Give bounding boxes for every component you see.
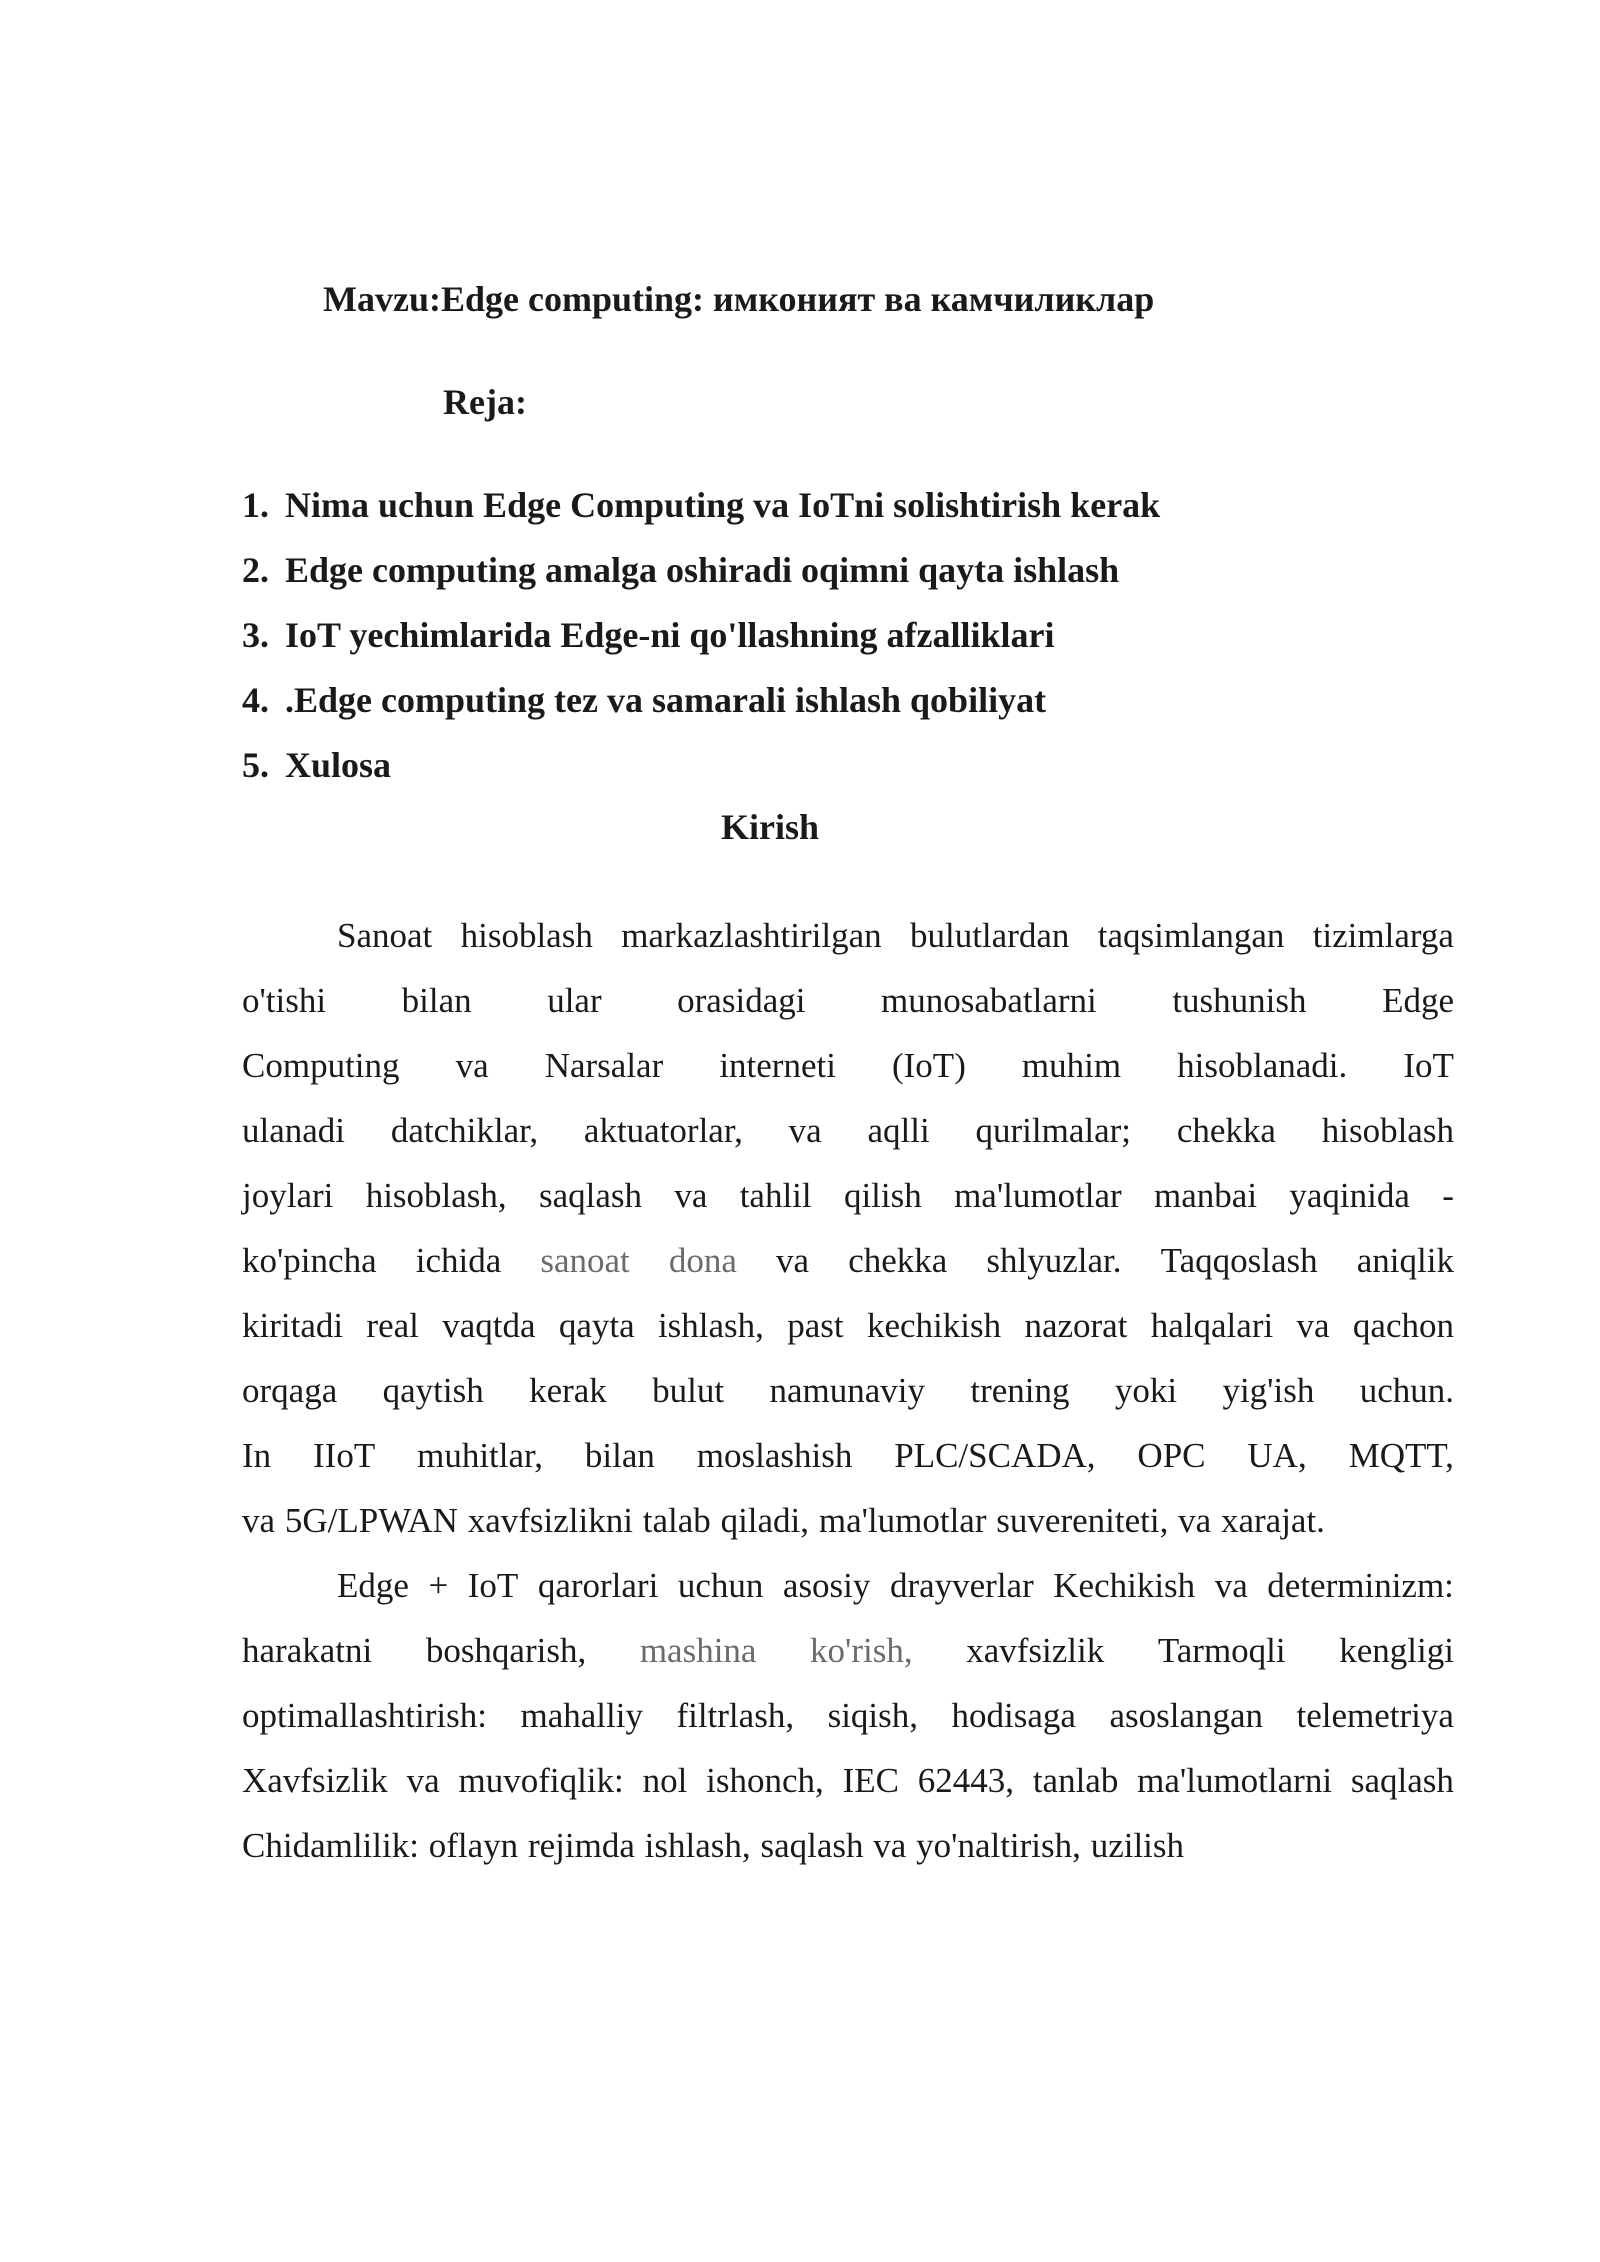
word: (IoT) <box>892 1046 966 1085</box>
word: saqlash <box>538 1176 643 1215</box>
section-heading: Kirish <box>720 807 819 847</box>
paragraph-line <box>242 1098 1454 1163</box>
word: Narsalar <box>544 1046 664 1085</box>
word: past <box>787 1306 844 1345</box>
word: va <box>674 1176 708 1215</box>
body-text <box>242 903 1454 1878</box>
word: Chidamlilik: <box>242 1826 419 1865</box>
word: nol <box>642 1761 688 1800</box>
word: orasidagi <box>677 981 806 1020</box>
paragraph-line <box>242 1618 1454 1683</box>
plan-item <box>242 546 1160 611</box>
word: hisoblanadi. <box>1177 1046 1348 1085</box>
word: optimallashtirish: <box>242 1696 487 1735</box>
word: Kechikish <box>1053 1566 1196 1605</box>
word: ko'rish, <box>810 1631 913 1670</box>
word: va <box>242 1501 276 1540</box>
word: bulutlardan <box>909 916 1070 955</box>
paragraph-line <box>242 1748 1454 1813</box>
word: uchun. <box>1359 1371 1454 1410</box>
paragraph-drivers <box>242 1553 1454 1878</box>
word: 5G/LPWAN <box>284 1501 458 1540</box>
paragraph-line <box>242 1423 1454 1488</box>
plan-item <box>242 741 1160 806</box>
word: talab <box>642 1501 711 1540</box>
word: aqlli <box>867 1111 930 1150</box>
word: qarorlari <box>537 1566 659 1605</box>
word: harakatni <box>242 1631 373 1670</box>
word: IoT <box>467 1566 519 1605</box>
word: halqalari <box>1150 1306 1274 1345</box>
word: qurilmalar; <box>975 1111 1132 1150</box>
word: asosiy <box>782 1566 871 1605</box>
plan-item-text: IoT yechimlarida Edge-ni qo'llashning afzalliklari <box>285 615 1055 655</box>
word: yig'ish <box>1222 1371 1315 1410</box>
word: ma'lumotlar <box>954 1176 1122 1215</box>
paragraph-line <box>242 903 1454 968</box>
word: ishlash, <box>644 1826 751 1865</box>
word: yo'naltirish, <box>916 1826 1081 1865</box>
word: o'tishi <box>242 981 327 1020</box>
word: vaqtda <box>442 1306 536 1345</box>
word: va <box>873 1826 907 1865</box>
word: yoki <box>1114 1371 1178 1410</box>
word: qachon <box>1352 1306 1454 1345</box>
word: Edge <box>1382 981 1454 1020</box>
word: manbai <box>1154 1176 1258 1215</box>
word: ko'pincha <box>242 1241 377 1280</box>
plan-heading: Reja: <box>443 382 527 422</box>
word: drayverlar <box>889 1566 1034 1605</box>
word: mahalliy <box>520 1696 643 1735</box>
word: IEC <box>842 1761 899 1800</box>
word: mashina <box>639 1631 757 1670</box>
word: xavfsizlikni <box>467 1501 633 1540</box>
paragraph-line <box>242 1683 1454 1748</box>
word: va <box>1214 1566 1248 1605</box>
word: muhim <box>1021 1046 1122 1085</box>
word: va <box>1178 1501 1212 1540</box>
word: saqlash <box>1350 1761 1454 1800</box>
paragraph-line <box>242 1813 1454 1878</box>
word: qiladi, <box>720 1501 810 1540</box>
word: kechikish <box>866 1306 1002 1345</box>
word: chekka <box>848 1241 948 1280</box>
word: rejimda <box>527 1826 635 1865</box>
word: Xavfsizlik <box>242 1761 388 1800</box>
paragraph-line <box>242 1163 1454 1228</box>
word: chekka <box>1176 1111 1276 1150</box>
word: Taqqoslash <box>1160 1241 1318 1280</box>
plan-item-number: 5. <box>242 745 269 785</box>
paragraph-line <box>242 1033 1454 1098</box>
word: hodisaga <box>951 1696 1076 1735</box>
word: bilan <box>401 981 472 1020</box>
word: Tarmoqli <box>1157 1631 1286 1670</box>
word: filtrlash, <box>676 1696 795 1735</box>
word: munosabatlarni <box>881 981 1097 1020</box>
word: siqish, <box>827 1696 919 1735</box>
word: hisoblash <box>460 916 593 955</box>
word: ma'lumotlar <box>818 1501 987 1540</box>
plan-item-text: Edge computing amalga oshiradi oqimni qayta ishlash <box>285 550 1120 590</box>
word: moslashish <box>696 1436 853 1475</box>
word: va <box>455 1046 489 1085</box>
word: qilish <box>843 1176 922 1215</box>
plan-item-number: 1. <box>242 485 269 525</box>
word: ular <box>547 981 602 1020</box>
word: ichida <box>415 1241 502 1280</box>
plan-item <box>242 481 1160 546</box>
word: bulut <box>652 1371 725 1410</box>
word: aniqlik <box>1356 1241 1454 1280</box>
word: ma'lumotlarni <box>1137 1761 1333 1800</box>
word: Sanoat <box>337 916 433 955</box>
word: 62443, <box>917 1761 1015 1800</box>
word: markazlashtirilgan <box>621 916 882 955</box>
word: real <box>366 1306 419 1345</box>
paragraph-line <box>242 1488 1454 1553</box>
word: interneti <box>719 1046 836 1085</box>
paragraph-line <box>242 1293 1454 1358</box>
word: trening <box>970 1371 1070 1410</box>
word: taqsimlangan <box>1097 916 1285 955</box>
word: ishlash, <box>657 1306 764 1345</box>
word: Edge <box>337 1566 409 1605</box>
word: tizimlarga <box>1312 916 1454 955</box>
paragraph-line <box>242 968 1454 1033</box>
word: va <box>406 1761 440 1800</box>
plan-item-text: Nima uchun Edge Computing va IoTni solishtirish kerak <box>285 485 1161 525</box>
word: IIoT <box>313 1436 376 1475</box>
word: - <box>1442 1176 1454 1215</box>
word: uzilish <box>1090 1826 1185 1865</box>
word: qaytish <box>382 1371 484 1410</box>
word: orqaga <box>242 1371 338 1410</box>
word: IoT <box>1403 1046 1454 1085</box>
word: nazorat <box>1024 1306 1128 1345</box>
word: OPC <box>1137 1436 1206 1475</box>
document-title: Mavzu:Edge computing: имконият ва камчиликлар <box>323 279 1155 319</box>
plan-item <box>242 676 1160 741</box>
word: xavfsizlik <box>966 1631 1105 1670</box>
word: sanoat <box>540 1241 630 1280</box>
word: ishonch, <box>706 1761 824 1800</box>
word: va <box>776 1241 810 1280</box>
word: MQTT, <box>1348 1436 1454 1475</box>
plan-item-number: 4. <box>242 680 269 720</box>
word: boshqarish, <box>425 1631 587 1670</box>
word: Computing <box>242 1046 400 1085</box>
word: aktuatorlar, <box>583 1111 743 1150</box>
word: muvofiqlik: <box>458 1761 624 1800</box>
plan-item-text: Xulosa <box>285 745 392 785</box>
word: tushunish <box>1172 981 1307 1020</box>
word: asoslangan <box>1109 1696 1264 1735</box>
word: determinizm: <box>1267 1566 1454 1605</box>
word: + <box>428 1566 449 1605</box>
word: tahlil <box>739 1176 812 1215</box>
word: qayta <box>558 1306 635 1345</box>
word: namunaviy <box>769 1371 925 1410</box>
paragraph-line <box>242 1228 1454 1293</box>
word: datchiklar, <box>390 1111 539 1150</box>
word: uchun <box>677 1566 764 1605</box>
word: shlyuzlar. <box>986 1241 1122 1280</box>
word: oflayn <box>428 1826 519 1865</box>
plan-item-text: .Edge computing tez va samarali ishlash qobiliyat <box>285 680 1047 720</box>
word: UA, <box>1247 1436 1307 1475</box>
paragraph-line <box>242 1358 1454 1423</box>
word: kerak <box>529 1371 607 1410</box>
paragraph-line <box>242 1553 1454 1618</box>
word: kengligi <box>1339 1631 1454 1670</box>
word: telemetriya <box>1296 1696 1454 1735</box>
paragraph-introduction <box>242 903 1454 1553</box>
word: ulanadi <box>242 1111 346 1150</box>
word: joylari <box>242 1176 334 1215</box>
word: PLC/SCADA, <box>894 1436 1096 1475</box>
word: va <box>788 1111 822 1150</box>
word: yaqinida <box>1289 1176 1410 1215</box>
plan-item <box>242 611 1160 676</box>
word: In <box>242 1436 272 1475</box>
word: suvereniteti, <box>996 1501 1169 1540</box>
word: hisoblash <box>1321 1111 1454 1150</box>
word: dona <box>668 1241 737 1280</box>
word: tanlab <box>1032 1761 1119 1800</box>
word: muhitlar, <box>417 1436 544 1475</box>
word: va <box>1296 1306 1330 1345</box>
plan-item-number: 3. <box>242 615 269 655</box>
plan-list <box>242 481 1160 806</box>
word: saqlash <box>760 1826 864 1865</box>
plan-item-number: 2. <box>242 550 269 590</box>
word: xarajat. <box>1220 1501 1325 1540</box>
word: bilan <box>584 1436 655 1475</box>
word: kiritadi <box>242 1306 344 1345</box>
word: hisoblash, <box>365 1176 507 1215</box>
